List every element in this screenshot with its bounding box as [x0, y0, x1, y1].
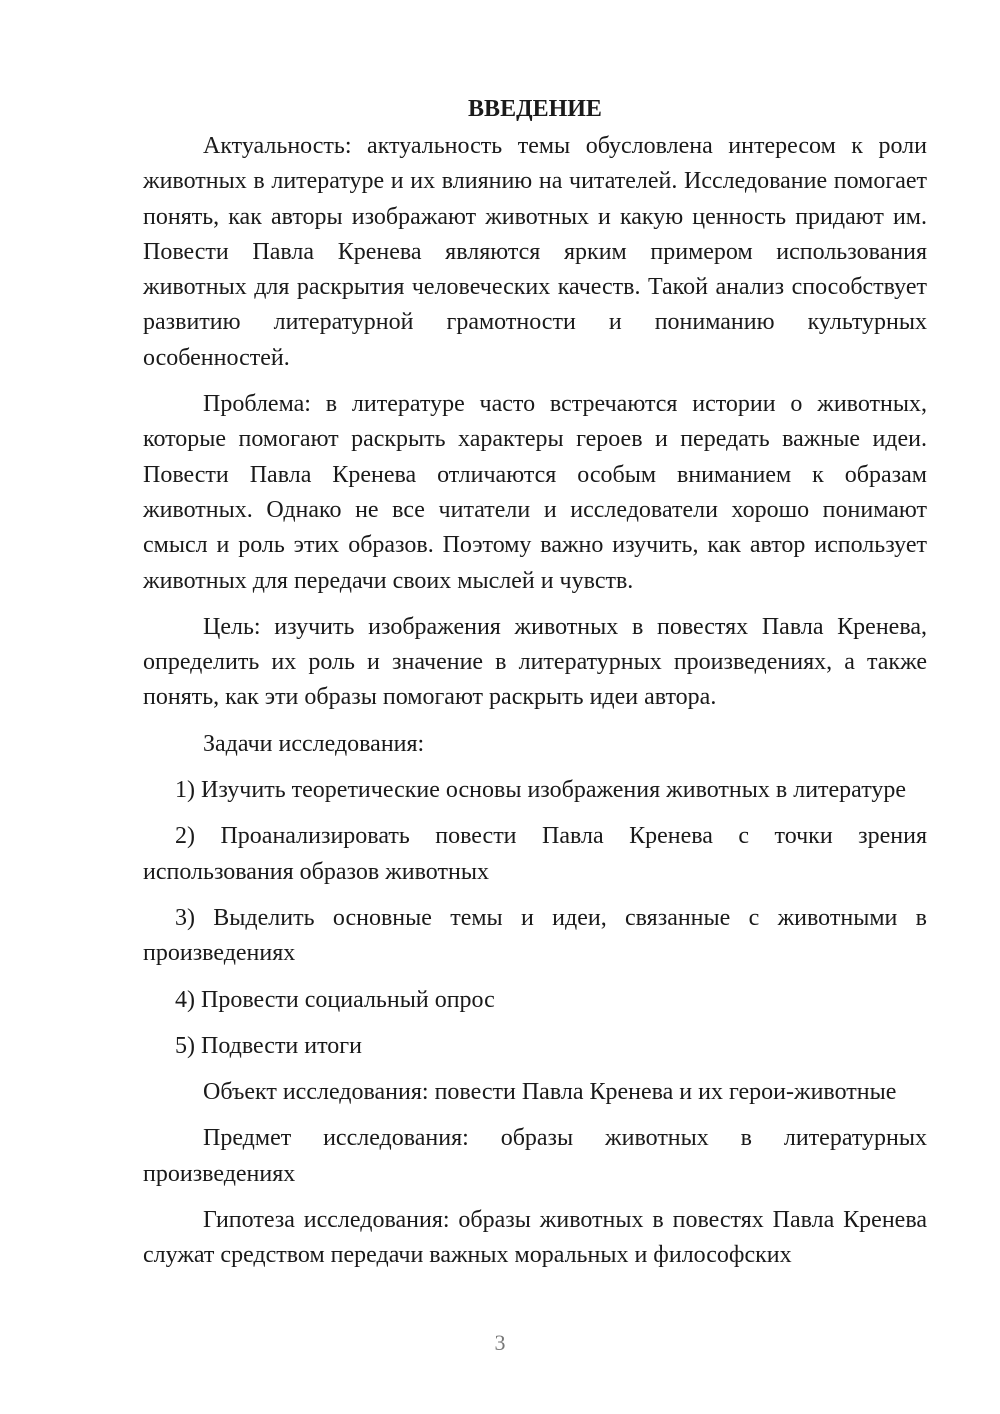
page-number: 3	[494, 1330, 506, 1355]
section-title: ВВЕДЕНИЕ	[468, 96, 602, 122]
problem-paragraph: Проблема: в литературе часто встречаются истории о животных, которые помогают раскрыть характеры героев и передать важные идеи. Повести Павла Кренева отличаются особым вниманием к образам животных. Однако не все читатели и исследователи хорошо понимают смысл и роль этих образов. Поэтому важно изучить, как автор использует животных для передачи своих мыслей и чувств.	[143, 391, 927, 594]
task-item: 1) Изучить теоретические основы изображения животных в литературе	[175, 777, 907, 804]
task-item: 2) Проанализировать повести Павла Кренева с точки зрения использования образов животных	[143, 823, 927, 885]
goal-paragraph: Цель: изучить изображения животных в повестях Павла Кренева, определить их роль и значение в литературных произведениях, а также понять, как эти образы помогают раскрыть идеи автора.	[143, 613, 927, 711]
task-item: 3) Выделить основные темы и идеи, связанные с животными в произведениях	[143, 904, 927, 967]
document-body	[143, 92, 927, 1274]
relevance-paragraph: Актуальность: актуальность темы обусловлена интересом к роли животных в литературе и их влиянию на читателей. Исследование помогает понять, как авторы изображают животных и какую ценность придают им. Повести Павла Кренева являются ярким примером использования животных для раскрытия человеческих качеств. Такой анализ способствует развитию литературной грамотности и пониманию культурных особенностей.	[143, 133, 927, 371]
task-item: 5) Подвести итоги	[175, 1032, 362, 1059]
task-item: 4) Провести социальный опрос	[175, 986, 495, 1013]
research-subject-paragraph: Предмет исследования: образы животных в литературных произведениях	[143, 1125, 927, 1187]
tasks-heading: Задачи исследования:	[203, 730, 425, 757]
hypothesis-paragraph: Гипотеза исследования: образы животных в повестях Павла Кренева служат средством передачи важных моральных и философских	[143, 1207, 927, 1269]
research-object-paragraph: Объект исследования: повести Павла Кренева и их герои-животные	[203, 1079, 897, 1106]
